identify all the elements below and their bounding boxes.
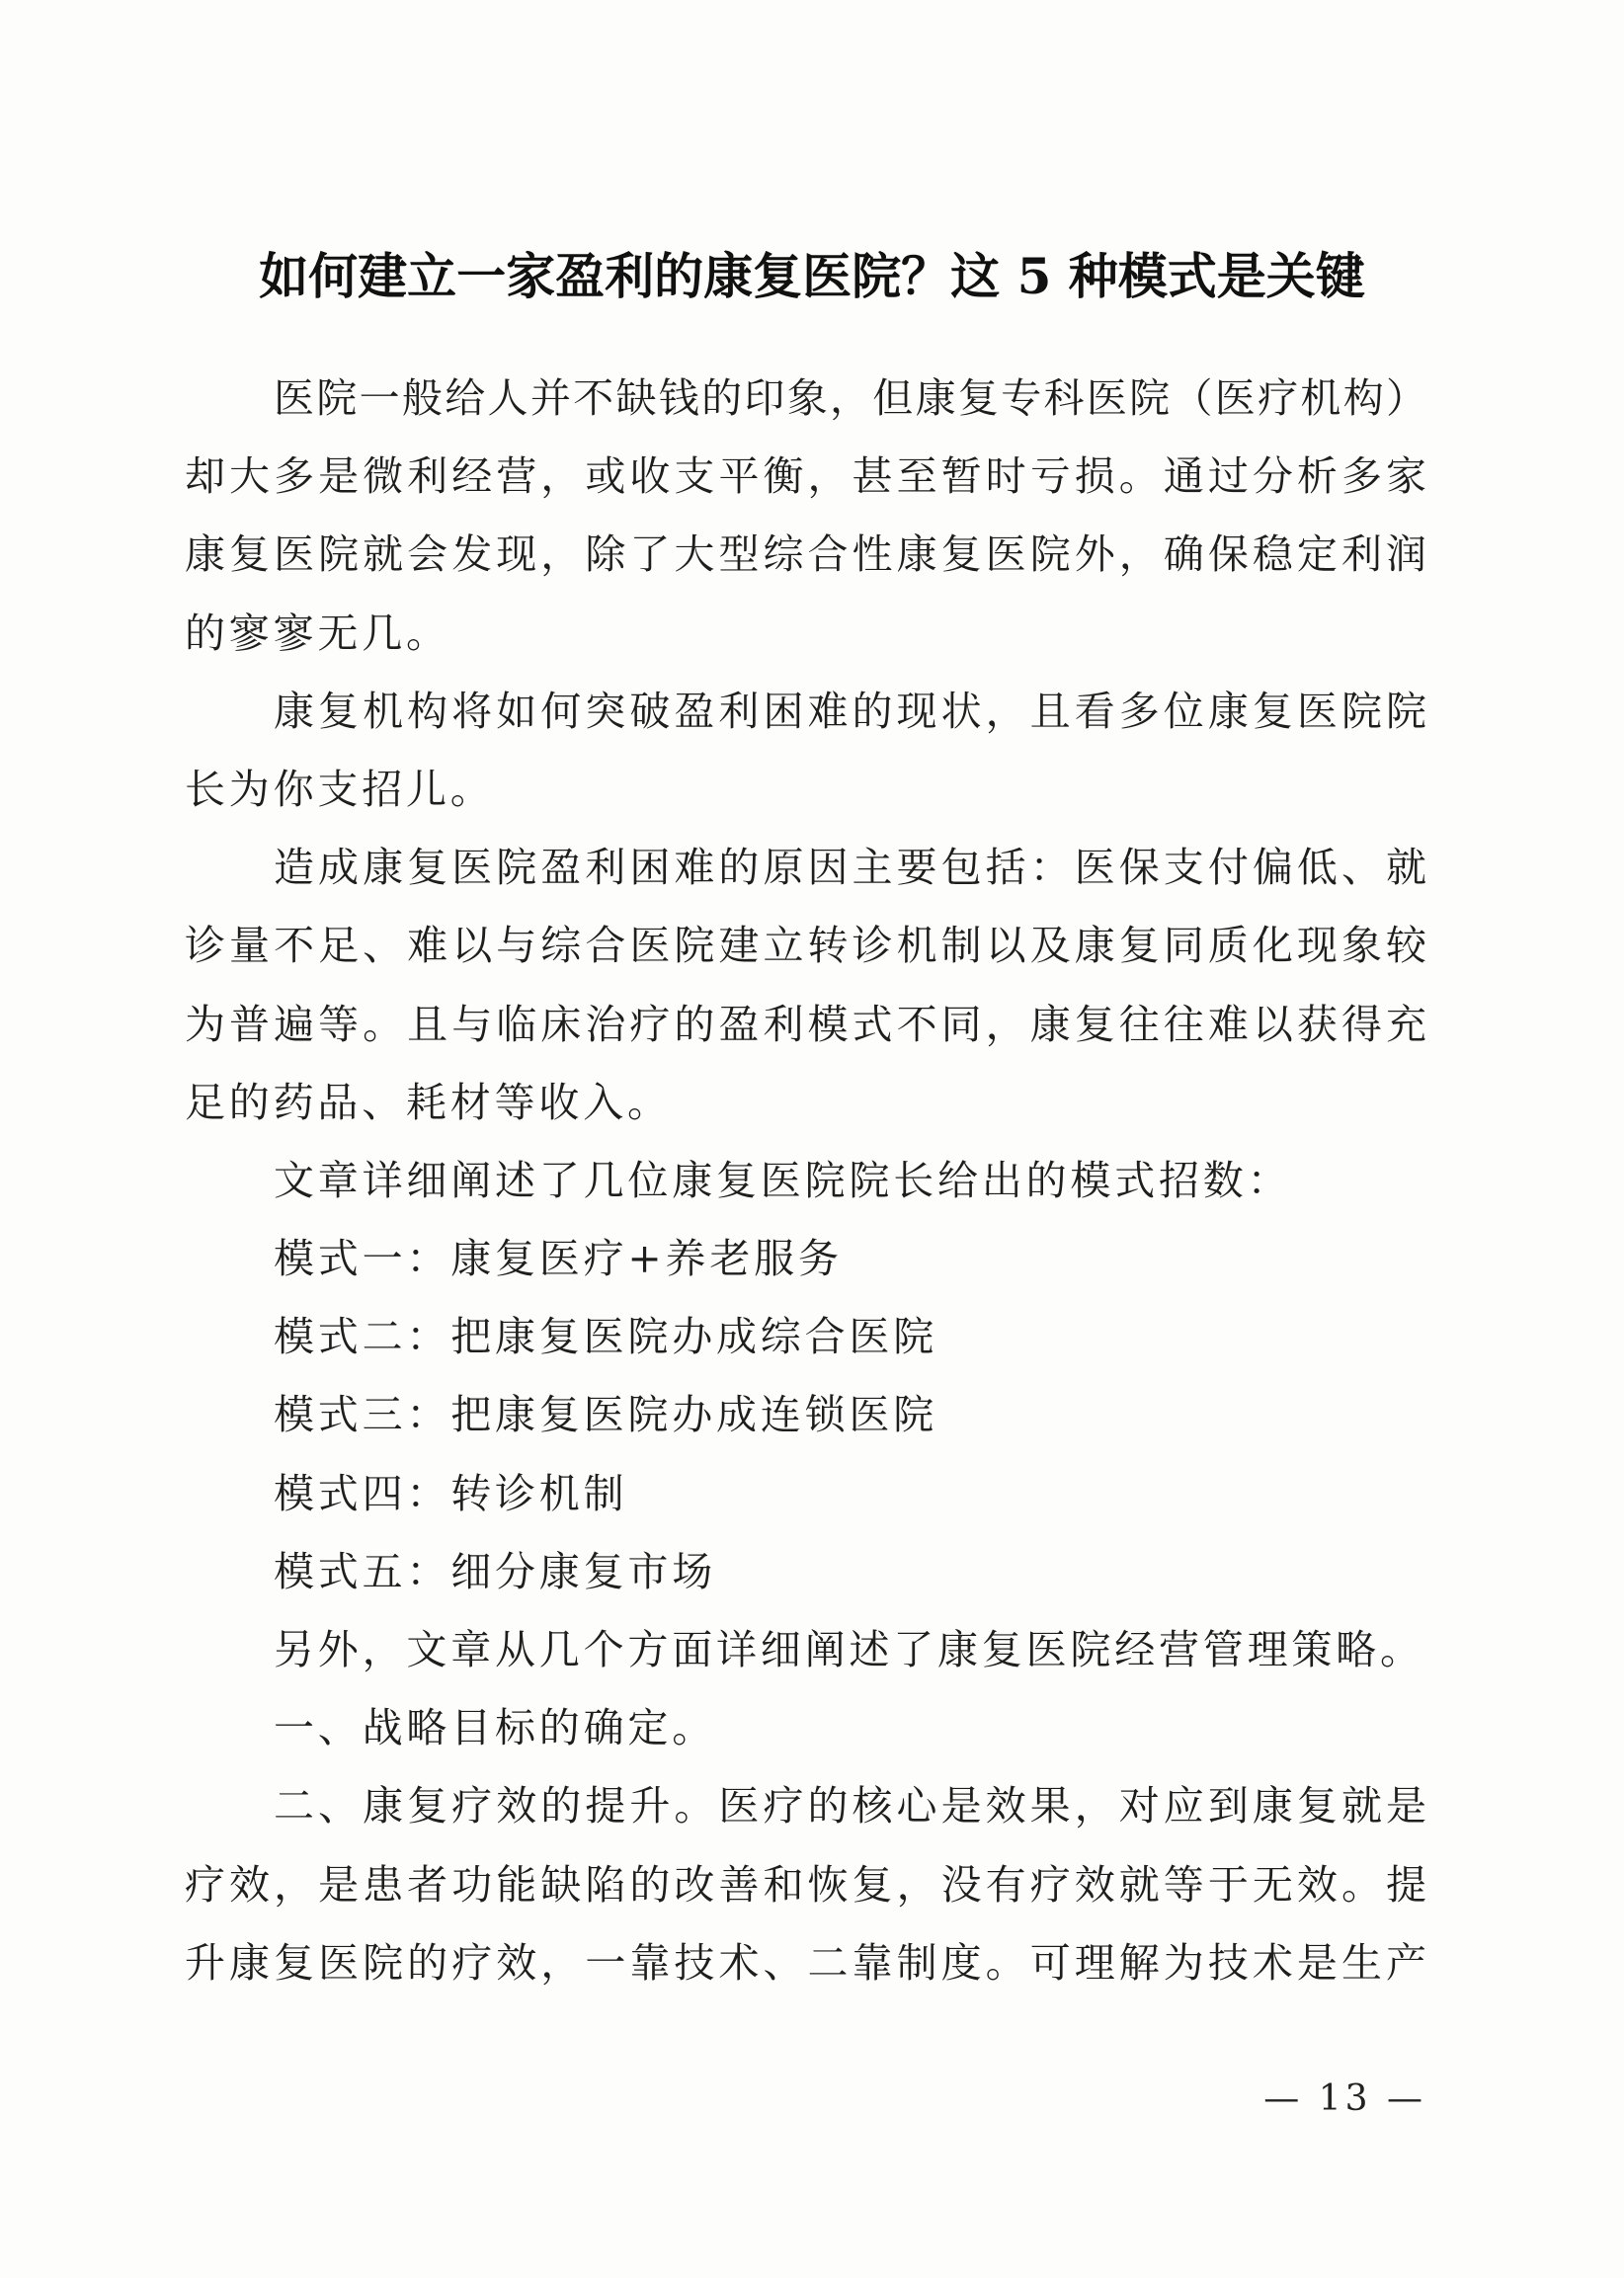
strategy-item (185, 1767, 1426, 2002)
mode-item (185, 1376, 1426, 1454)
mode-item-line: 模式四：转诊机制 (274, 1469, 628, 1517)
paragraph (185, 673, 1426, 829)
strategy-item (185, 1689, 1426, 1767)
page-number: — 13 — (1263, 2078, 1426, 2119)
paragraph-line: 康复机构将如何突破盈利困难的现状，且看多位康复医院院 (274, 687, 1426, 735)
mode-item (185, 1298, 1426, 1376)
strategy-item-line: 二、康复疗效的提升。医疗的核心是效果，对应到康复就是 (274, 1782, 1426, 1831)
document-title: 如何建立一家盈利的康复医院？这 5 种模式是关键 (259, 247, 1365, 305)
mode-item-line: 模式一：康复医疗+养老服务 (274, 1235, 843, 1283)
mode-item (185, 1220, 1426, 1298)
strategy-item-line: 一、战略目标的确定。 (274, 1704, 716, 1752)
paragraph (185, 1611, 1426, 1689)
paragraph-line: 长为你支招儿。 (185, 765, 495, 813)
paragraph-line: 另外，文章从几个方面详细阐述了康复医院经营管理策略。 (274, 1626, 1424, 1673)
paragraph-line: 的寥寥无几。 (185, 609, 450, 657)
paragraph-line: 诊量不足、难以与综合医院建立转诊机制以及康复同质化现象较 (185, 922, 1426, 970)
paragraph-line: 足的药品、耗材等收入。 (185, 1078, 672, 1126)
paragraph (185, 1142, 1426, 1220)
mode-item-line: 模式二：把康复医院办成综合医院 (274, 1313, 937, 1361)
paragraph-line: 文章详细阐述了几位康复医院院长给出的模式招数： (274, 1156, 1292, 1204)
paragraph-line: 为普遍等。且与临床治疗的盈利模式不同，康复往往难以获得充 (185, 1000, 1426, 1048)
strategy-item-line: 升康复医院的疗效，一靠技术、二靠制度。可理解为技术是生产 (185, 1938, 1426, 1987)
paragraph-line: 却大多是微利经营，或收支平衡，甚至暂时亏损。通过分析多家 (185, 452, 1426, 501)
strategy-item-line: 疗效，是患者功能缺陷的改善和恢复，没有疗效就等于无效。提 (185, 1860, 1426, 1909)
mode-item-line: 模式五：细分康复市场 (274, 1547, 716, 1595)
paragraph-line: 医院一般给人并不缺钱的印象，但康复专科医院（医疗机构） (274, 374, 1426, 422)
paragraph (185, 360, 1426, 673)
paragraph (185, 829, 1426, 1142)
paragraph-line: 康复医院就会发现，除了大型综合性康复医院外，确保稳定利润 (185, 530, 1426, 579)
document-body (185, 360, 1426, 2002)
paragraph-line: 造成康复医院盈利困难的原因主要包括：医保支付偏低、就 (274, 844, 1426, 892)
mode-item-line: 模式三：把康复医院办成连锁医院 (274, 1391, 937, 1439)
mode-item (185, 1455, 1426, 1533)
mode-item (185, 1533, 1426, 1611)
